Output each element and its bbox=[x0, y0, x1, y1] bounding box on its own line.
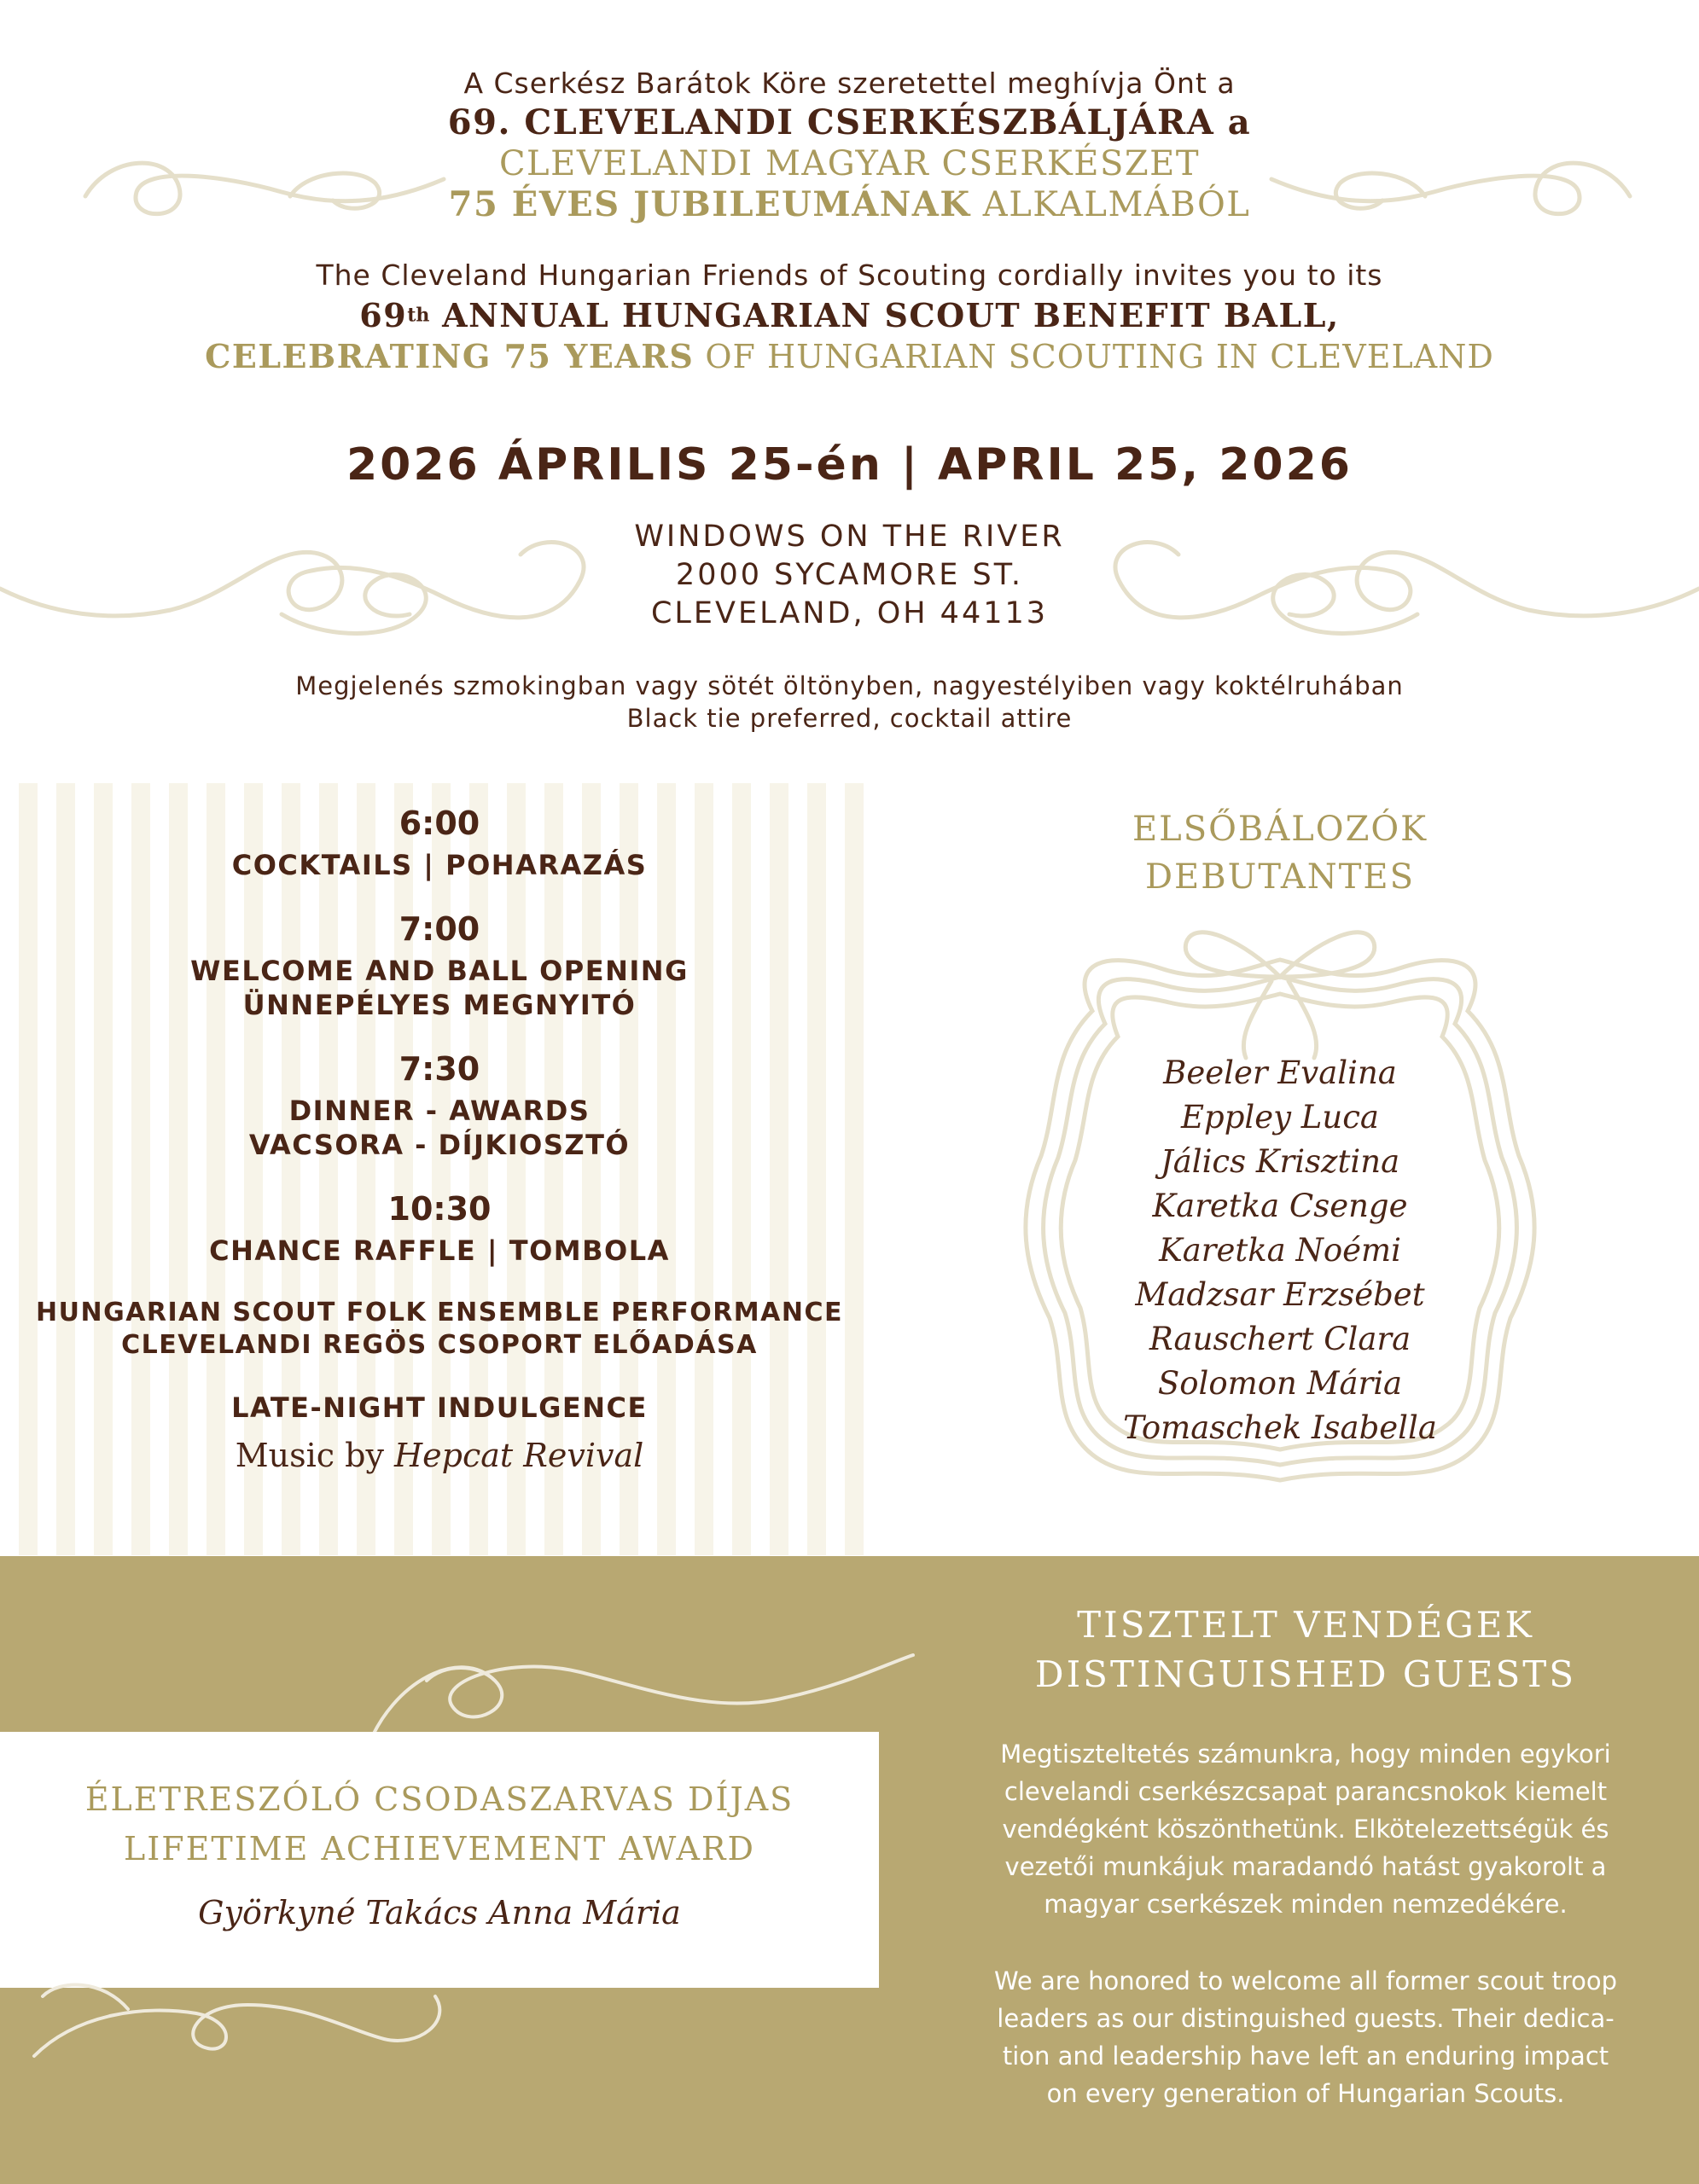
schedule bbox=[0, 802, 879, 1474]
invite-intro-hu: A Cserkész Barátok Köre szeretettel meghívja Önt a bbox=[463, 67, 1236, 100]
debutante-name: Madzsar Erzsébet bbox=[1135, 1276, 1425, 1313]
award-title-hu: ÉLETRESZÓLÓ CSODASZARVAS DÍJAS bbox=[84, 1780, 794, 1818]
award-recipient: Györkyné Takács Anna Mária bbox=[198, 1894, 681, 1931]
jubilee-bold-hu: 75 ÉVES JUBILEUMÁNAK bbox=[448, 184, 971, 224]
ball-number-en: 69 bbox=[359, 296, 408, 334]
debutantes-title bbox=[964, 805, 1596, 901]
guests-text-hu-line: vezetői munkájuk maradandó hatást gyakorolt a bbox=[1004, 1852, 1607, 1881]
music-credit bbox=[0, 1437, 879, 1474]
schedule-time-2: 7:00 bbox=[399, 910, 480, 948]
debutante-name: Jálics Krisztina bbox=[1160, 1143, 1400, 1180]
schedule-event-2a: WELCOME AND BALL OPENING bbox=[190, 955, 689, 987]
guests-title-hu: TISZTELT VENDÉGEK bbox=[1077, 1604, 1534, 1646]
ball-number-suffix: th bbox=[407, 304, 430, 327]
ball-title-en bbox=[0, 295, 1699, 336]
venue-name: WINDOWS ON THE RIVER bbox=[634, 520, 1065, 554]
music-prefix: Music by bbox=[235, 1437, 395, 1474]
debutante-name: Tomaschek Isabella bbox=[1123, 1409, 1437, 1446]
venue-street: 2000 SYCAMORE ST. bbox=[675, 558, 1024, 592]
ball-title-hu-bold: 69. CLEVELANDI CSERKÉSZBÁLJÁRA bbox=[447, 102, 1215, 142]
header-hungarian bbox=[0, 65, 1699, 225]
debutante-name: Rauschert Clara bbox=[1149, 1321, 1411, 1357]
jubilee-line-hu bbox=[0, 184, 1699, 225]
schedule-time-4: 10:30 bbox=[387, 1190, 492, 1228]
schedule-event-5b: CLEVELANDI REGÖS CSOPORT ELŐADÁSA bbox=[121, 1330, 758, 1360]
debutante-name: Eppley Luca bbox=[1181, 1099, 1379, 1136]
guests-text-hu-line: clevelandi cserkészcsapat parancsnokok kiemelt bbox=[1004, 1777, 1608, 1806]
debutante-name: Beeler Evalina bbox=[1163, 1054, 1397, 1091]
schedule-event-2b: ÜNNEPÉLYES MEGNYITÓ bbox=[242, 989, 637, 1021]
award-section bbox=[0, 1774, 879, 1931]
ball-title-hu bbox=[0, 102, 1699, 143]
guests-text-en-line: tion and leadership have left an enduring impact bbox=[1002, 2042, 1609, 2071]
schedule-panel bbox=[0, 783, 879, 1555]
schedule-event-4: CHANCE RAFFLE | TOMBOLA bbox=[209, 1234, 670, 1267]
attire-hu: Megjelenés szmokingban vagy sötét öltönyben, nagyestélyiben vagy koktélruhában bbox=[295, 671, 1404, 700]
schedule-event-1: COCKTAILS | POHARAZÁS bbox=[231, 849, 648, 881]
guests-text-en bbox=[922, 1962, 1690, 2112]
venue-address bbox=[0, 518, 1699, 633]
debutante-name: Karetka Noémi bbox=[1159, 1232, 1401, 1269]
schedule-event-3b: VACSORA - DÍJKIOSZTÓ bbox=[248, 1129, 631, 1161]
guests-text-hu-line: magyar cserkészek minden nemzedékére. bbox=[1044, 1890, 1568, 1919]
scouting-name-hu: CLEVELANDI MAGYAR CSERKÉSZET bbox=[498, 144, 1201, 183]
guests-text-en-line: leaders as our distinguished guests. Their dedica- bbox=[997, 2004, 1615, 2033]
attire-note bbox=[0, 670, 1699, 735]
debutantes-title-hu: ELSŐBÁLOZÓK bbox=[1132, 810, 1428, 849]
event-date: 2026 ÁPRILIS 25-én | APRIL 25, 2026 bbox=[346, 439, 1353, 491]
schedule-time-1: 6:00 bbox=[399, 804, 480, 842]
jubilee-tail-hu: ALKALMÁBÓL bbox=[970, 185, 1251, 224]
guests-title bbox=[922, 1600, 1690, 1699]
celebrating-line-en bbox=[0, 336, 1699, 377]
ball-title-en-rest: ANNUAL HUNGARIAN SCOUT BENEFIT BALL, bbox=[429, 296, 1340, 334]
guests-title-en: DISTINGUISHED GUESTS bbox=[1034, 1653, 1577, 1695]
invite-intro-en: The Cleveland Hungarian Friends of Scouting cordially invites you to its bbox=[316, 258, 1383, 292]
guests-text-en-line: We are honored to welcome all former scout troop bbox=[993, 1966, 1618, 1995]
debutante-name: Karetka Csenge bbox=[1152, 1188, 1408, 1224]
debutante-list bbox=[964, 1051, 1596, 1450]
debutante-name: Solomon Mária bbox=[1157, 1365, 1403, 1402]
music-band: Hepcat Revival bbox=[394, 1437, 644, 1474]
guests-text-hu-line: Megtiszteltetés számunkra, hogy minden egykori bbox=[1000, 1740, 1611, 1769]
flourish-band-bottom bbox=[26, 1945, 452, 2065]
debutantes-title-en: DEBUTANTES bbox=[1144, 857, 1416, 897]
schedule-event-3a: DINNER - AWARDS bbox=[288, 1095, 591, 1127]
celebrating-bold-en: CELEBRATING 75 YEARS bbox=[205, 337, 695, 375]
header-english bbox=[0, 256, 1699, 377]
guests-text-en-line: on every generation of Hungarian Scouts. bbox=[1046, 2079, 1565, 2108]
celebrating-tail-en: OF HUNGARIAN SCOUTING IN CLEVELAND bbox=[694, 338, 1494, 375]
schedule-event-5a: HUNGARIAN SCOUT FOLK ENSEMBLE PERFORMANCE bbox=[36, 1298, 843, 1327]
schedule-time-3: 7:30 bbox=[399, 1050, 480, 1088]
venue-city: CLEVELAND, OH 44113 bbox=[650, 596, 1049, 630]
award-title-en: LIFETIME ACHIEVEMENT AWARD bbox=[124, 1830, 755, 1867]
ball-title-hu-tail: a bbox=[1214, 102, 1252, 142]
schedule-event-6: LATE-NIGHT INDULGENCE bbox=[231, 1391, 648, 1424]
attire-en: Black tie preferred, cocktail attire bbox=[626, 704, 1073, 733]
guests-text-hu bbox=[922, 1735, 1690, 1923]
guests-text-hu-line: vendégként köszönthetünk. Elkötelezettségük és bbox=[1002, 1815, 1609, 1844]
